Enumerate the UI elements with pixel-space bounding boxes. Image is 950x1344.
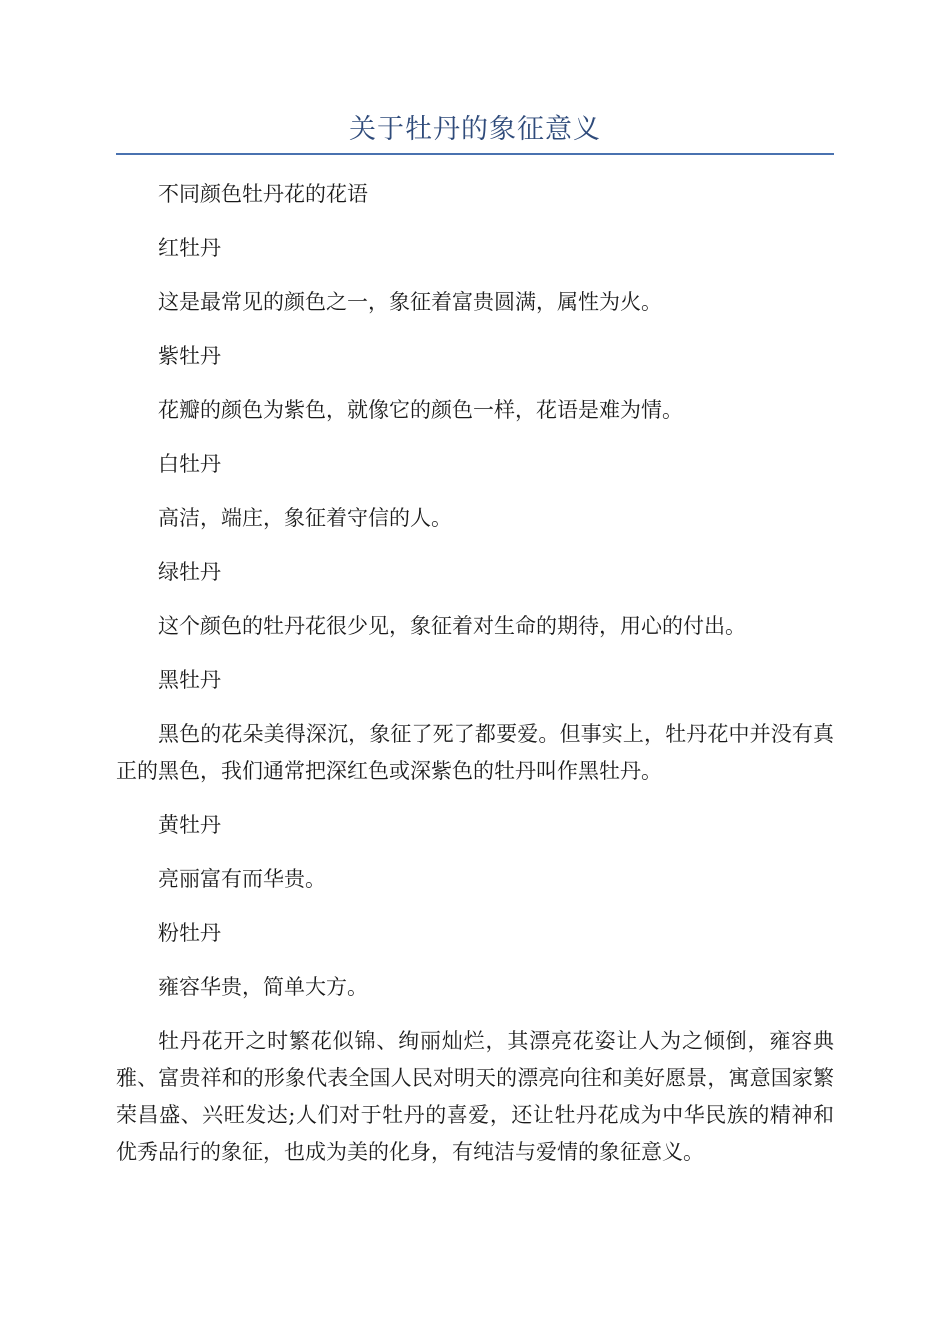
color-meaning-red: 这是最常见的颜色之一，象征着富贵圆满，属性为火。	[158, 290, 662, 314]
color-name-purple: 紫牡丹	[158, 344, 221, 368]
color-name-black: 黑牡丹	[158, 668, 221, 692]
page-title: 关于牡丹的象征意义	[349, 114, 601, 145]
document-body	[116, 176, 834, 1188]
color-meaning-pink: 雍容华贵，简单大方。	[158, 975, 368, 999]
color-meaning-purple: 花瓣的颜色为紫色，就像它的颜色一样，花语是难为情。	[158, 398, 683, 422]
color-name-green: 绿牡丹	[158, 560, 221, 584]
title-underline	[116, 153, 834, 155]
color-meaning-yellow: 亮丽富有而华贵。	[158, 867, 326, 891]
closing-paragraph: 牡丹花开之时繁花似锦、绚丽灿烂，其漂亮花姿让人为之倾倒，雍容典雅、富贵祥和的形象代表全国人民对明天的漂亮向往和美好愿景，寓意国家繁荣昌盛、兴旺发达;人们对于牡丹的喜爱，还让牡丹花成为中华民族的精神和优秀品行的象征，也成为美的化身，有纯洁与爱情的象征意义。	[116, 1029, 834, 1164]
color-name-white: 白牡丹	[158, 452, 221, 476]
color-meaning-black: 黑色的花朵美得深沉，象征了死了都要爱。但事实上，牡丹花中并没有真正的黑色，我们通常把深红色或深紫色的牡丹叫作黑牡丹。	[116, 722, 834, 783]
color-name-red: 红牡丹	[158, 236, 221, 260]
section-heading: 不同颜色牡丹花的花语	[158, 182, 368, 206]
color-meaning-green: 这个颜色的牡丹花很少见，象征着对生命的期待，用心的付出。	[158, 614, 746, 638]
color-name-pink: 粉牡丹	[158, 921, 221, 945]
color-name-yellow: 黄牡丹	[158, 813, 221, 837]
color-meaning-white: 高洁，端庄，象征着守信的人。	[158, 506, 452, 530]
